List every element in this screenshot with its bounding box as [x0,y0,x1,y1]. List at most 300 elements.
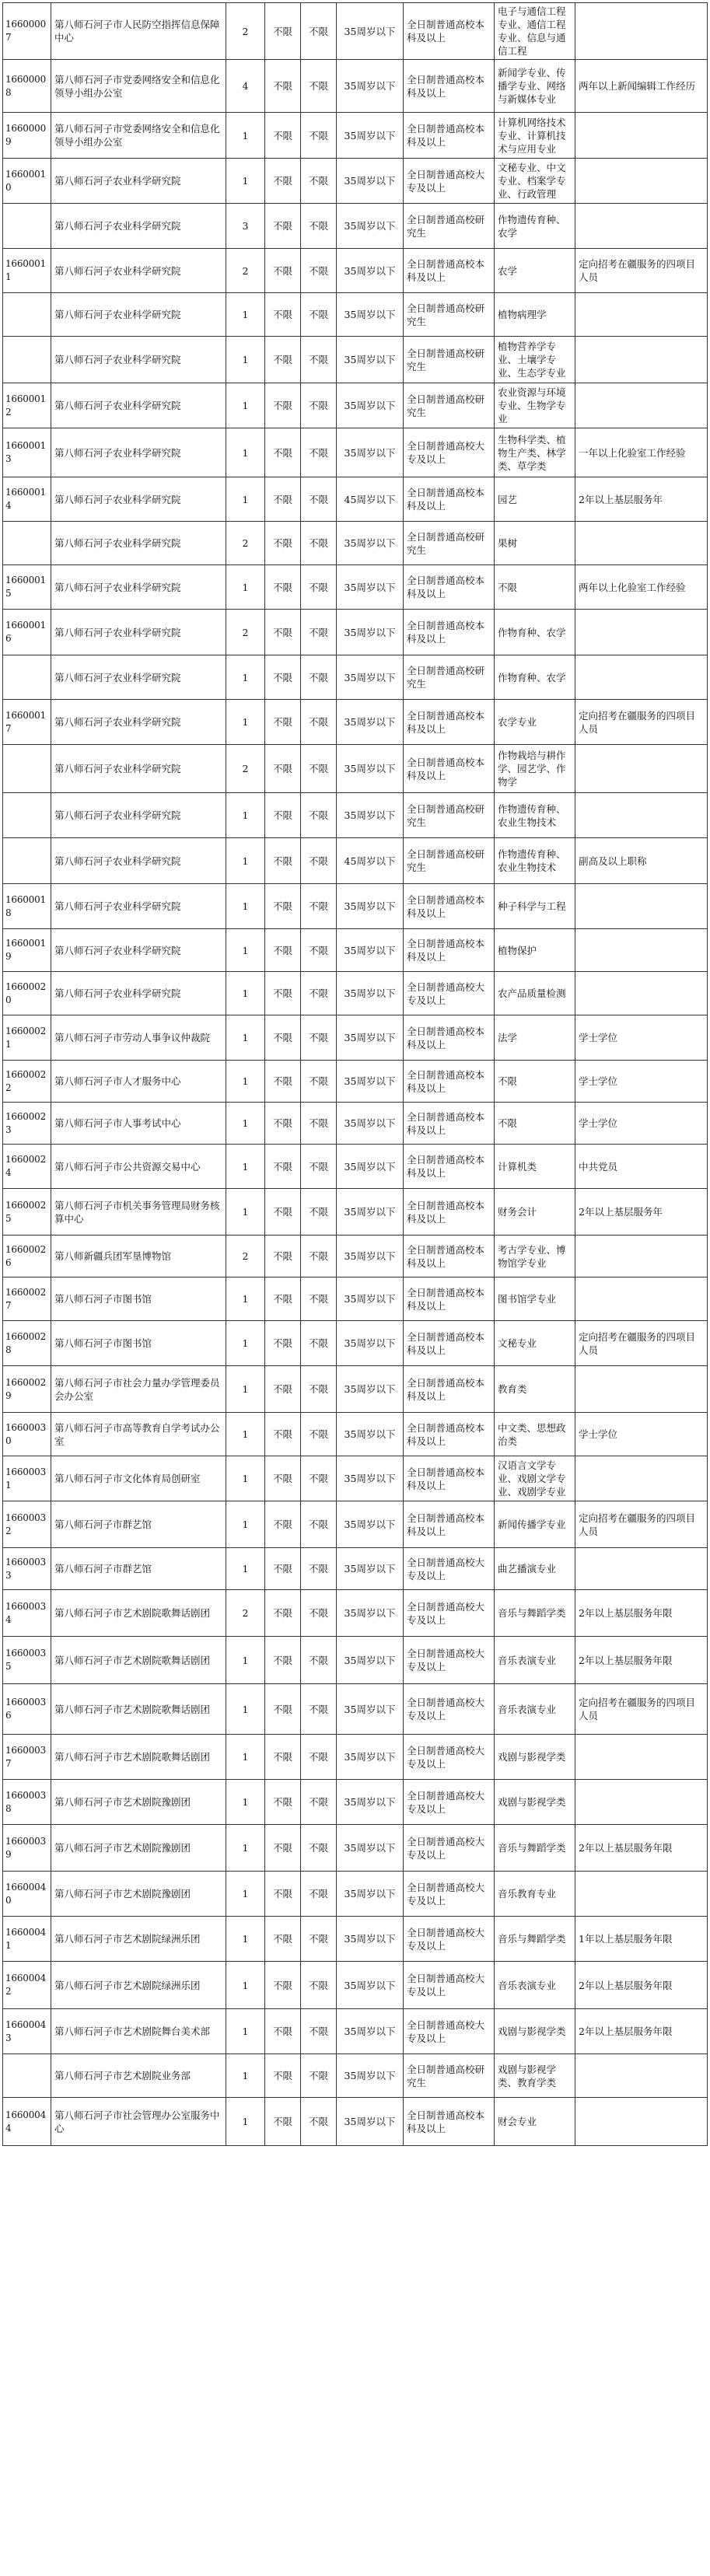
position-code-cell: 16600007 [3,3,51,60]
age-requirement-cell: 35周岁以下 [337,929,404,972]
major-requirement-cell: 电子与通信工程专业、通信工程专业、信息与通信工程 [495,3,575,60]
age-requirement-cell: 45周岁以下 [337,838,404,884]
age-requirement-cell: 35周岁以下 [337,655,404,700]
major-requirement-cell: 音乐教育专业 [495,1872,575,1917]
age-requirement-cell: 35周岁以下 [337,2009,404,2054]
table-row [3,1061,708,1103]
condition-1-cell: 不限 [265,522,301,565]
hire-count-cell: 1 [226,2009,265,2054]
condition-1-cell: 不限 [265,337,301,383]
education-requirement-cell: 全日制普通高校本科及以上 [404,1321,495,1366]
other-requirement-cell [575,293,708,337]
other-requirement-cell [575,1780,708,1825]
condition-1-cell: 不限 [265,2054,301,2098]
education-requirement-cell: 全日制普通高校本科及以上 [404,884,495,929]
age-requirement-cell: 35周岁以下 [337,249,404,293]
other-requirement-cell: 一年以上化验室工作经验 [575,428,708,477]
hire-count-cell: 1 [226,1735,265,1780]
hire-count-cell: 1 [226,428,265,477]
other-requirement-cell [575,522,708,565]
age-requirement-cell: 35周岁以下 [337,972,404,1015]
hire-count-cell: 3 [226,204,265,249]
age-requirement-cell: 35周岁以下 [337,1684,404,1735]
position-code-cell: 16600017 [3,700,51,745]
hire-count-cell: 1 [226,1413,265,1456]
other-requirement-cell [575,1735,708,1780]
condition-2-cell: 不限 [301,1366,337,1413]
table-row [3,477,708,522]
hire-count-cell: 1 [226,1145,265,1189]
table-row [3,610,708,655]
condition-1-cell: 不限 [265,745,301,793]
condition-1-cell: 不限 [265,1015,301,1061]
position-code-cell: 16600029 [3,1366,51,1413]
department-cell: 第八师石河子市群艺馆 [51,1548,226,1590]
position-code-cell: 16600009 [3,113,51,159]
hire-count-cell: 1 [226,2098,265,2146]
other-requirement-cell: 2年以上基层服务年限 [575,2009,708,2054]
department-cell: 第八师石河子农业科学研究院 [51,522,226,565]
condition-2-cell: 不限 [301,159,337,204]
table-row [3,1548,708,1590]
hire-count-cell: 2 [226,1590,265,1637]
department-cell: 第八师石河子农业科学研究院 [51,477,226,522]
condition-1-cell: 不限 [265,1189,301,1236]
condition-1-cell: 不限 [265,204,301,249]
age-requirement-cell: 35周岁以下 [337,337,404,383]
age-requirement-cell: 35周岁以下 [337,884,404,929]
position-code-cell: 16600008 [3,60,51,113]
position-code-cell: 16600013 [3,428,51,477]
condition-2-cell: 不限 [301,1872,337,1917]
other-requirement-cell: 学士学位 [575,1015,708,1061]
hire-count-cell: 1 [226,337,265,383]
table-row [3,159,708,204]
condition-1-cell: 不限 [265,1366,301,1413]
education-requirement-cell: 全日制普通高校大专及以上 [404,1917,495,1962]
department-cell: 第八师石河子农业科学研究院 [51,929,226,972]
condition-2-cell: 不限 [301,204,337,249]
other-requirement-cell: 学士学位 [575,1103,708,1145]
other-requirement-cell: 学士学位 [575,1061,708,1103]
other-requirement-cell [575,383,708,428]
condition-2-cell: 不限 [301,60,337,113]
hire-count-cell: 1 [226,1825,265,1872]
table-row [3,838,708,884]
major-requirement-cell: 作物栽培与耕作学、园艺学、作物学 [495,745,575,793]
other-requirement-cell: 2年以上基层服务年限 [575,1825,708,1872]
department-cell: 第八师石河子农业科学研究院 [51,610,226,655]
condition-2-cell: 不限 [301,1735,337,1780]
position-code-cell [3,522,51,565]
condition-2-cell: 不限 [301,293,337,337]
other-requirement-cell [575,1236,708,1278]
table-row [3,1780,708,1825]
department-cell: 第八师石河子市社会管理办公室服务中心 [51,2098,226,2146]
education-requirement-cell: 全日制普通高校研究生 [404,2054,495,2098]
other-requirement-cell [575,337,708,383]
department-cell: 第八师石河子市图书馆 [51,1278,226,1321]
other-requirement-cell [575,2098,708,2146]
condition-1-cell: 不限 [265,1501,301,1548]
table-row [3,1145,708,1189]
position-code-cell [3,204,51,249]
age-requirement-cell: 35周岁以下 [337,793,404,838]
major-requirement-cell: 新闻学专业、传播学专业、网络与新媒体专业 [495,60,575,113]
position-code-cell: 16600032 [3,1501,51,1548]
major-requirement-cell: 作物遗传育种、农业生物技术 [495,793,575,838]
age-requirement-cell: 35周岁以下 [337,1278,404,1321]
condition-2-cell: 不限 [301,1590,337,1637]
position-code-cell: 16600015 [3,565,51,610]
condition-1-cell: 不限 [265,1780,301,1825]
condition-1-cell: 不限 [265,565,301,610]
position-code-cell: 16600024 [3,1145,51,1189]
other-requirement-cell [575,1548,708,1590]
condition-2-cell: 不限 [301,972,337,1015]
age-requirement-cell: 35周岁以下 [337,1917,404,1962]
major-requirement-cell: 法学 [495,1015,575,1061]
hire-count-cell: 1 [226,655,265,700]
major-requirement-cell: 农学 [495,249,575,293]
recruitment-table [2,2,708,2146]
position-code-cell: 16600023 [3,1103,51,1145]
position-code-cell: 16600012 [3,383,51,428]
condition-1-cell: 不限 [265,428,301,477]
major-requirement-cell: 农产品质量检测 [495,972,575,1015]
condition-2-cell: 不限 [301,793,337,838]
position-code-cell [3,2054,51,2098]
condition-2-cell: 不限 [301,1413,337,1456]
condition-2-cell: 不限 [301,610,337,655]
other-requirement-cell: 1年以上基层服务年限 [575,1917,708,1962]
table-row [3,929,708,972]
condition-2-cell: 不限 [301,1145,337,1189]
other-requirement-cell: 副高及以上职称 [575,838,708,884]
major-requirement-cell: 不限 [495,1103,575,1145]
condition-1-cell: 不限 [265,700,301,745]
position-code-cell: 16600044 [3,2098,51,2146]
condition-1-cell: 不限 [265,838,301,884]
position-code-cell: 16600035 [3,1637,51,1684]
condition-2-cell: 不限 [301,700,337,745]
department-cell: 第八师石河子农业科学研究院 [51,428,226,477]
age-requirement-cell: 35周岁以下 [337,383,404,428]
department-cell: 第八师石河子农业科学研究院 [51,745,226,793]
other-requirement-cell [575,1366,708,1413]
table-body [3,3,708,2146]
age-requirement-cell: 35周岁以下 [337,1501,404,1548]
other-requirement-cell: 2年以上基层服务年限 [575,1590,708,1637]
condition-2-cell: 不限 [301,1548,337,1590]
table-row [3,793,708,838]
condition-1-cell: 不限 [265,1548,301,1590]
condition-1-cell: 不限 [265,1321,301,1366]
other-requirement-cell: 定向招考在疆服务的四项目人员 [575,249,708,293]
major-requirement-cell: 果树 [495,522,575,565]
hire-count-cell: 1 [226,565,265,610]
condition-1-cell: 不限 [265,1278,301,1321]
education-requirement-cell: 全日制普通高校本科及以上 [404,1456,495,1501]
condition-1-cell: 不限 [265,929,301,972]
position-code-cell: 16600033 [3,1548,51,1590]
hire-count-cell: 1 [226,1103,265,1145]
table-row [3,1456,708,1501]
major-requirement-cell: 植物保护 [495,929,575,972]
other-requirement-cell [575,3,708,60]
major-requirement-cell: 戏剧与影视学类 [495,2009,575,2054]
department-cell: 第八师石河子市艺术剧院歌舞话剧团 [51,1735,226,1780]
hire-count-cell: 2 [226,745,265,793]
other-requirement-cell: 2年以上基层服务年 [575,477,708,522]
major-requirement-cell: 计算机网络技术专业、计算机技术与应用专业 [495,113,575,159]
department-cell: 第八师新疆兵团军垦博物馆 [51,1236,226,1278]
table-row [3,113,708,159]
major-requirement-cell: 音乐与舞蹈学类 [495,1917,575,1962]
hire-count-cell: 1 [226,113,265,159]
hire-count-cell: 1 [226,1684,265,1735]
education-requirement-cell: 全日制普通高校本科及以上 [404,700,495,745]
department-cell: 第八师石河子农业科学研究院 [51,565,226,610]
age-requirement-cell: 35周岁以下 [337,1061,404,1103]
major-requirement-cell: 作物遗传育种、农学 [495,204,575,249]
position-code-cell: 16600040 [3,1872,51,1917]
position-code-cell [3,337,51,383]
table-row [3,1735,708,1780]
age-requirement-cell: 35周岁以下 [337,1366,404,1413]
other-requirement-cell: 两年以上化验室工作经验 [575,565,708,610]
age-requirement-cell: 35周岁以下 [337,1590,404,1637]
age-requirement-cell: 35周岁以下 [337,2098,404,2146]
hire-count-cell: 1 [226,383,265,428]
condition-1-cell: 不限 [265,293,301,337]
age-requirement-cell: 35周岁以下 [337,428,404,477]
condition-2-cell: 不限 [301,745,337,793]
department-cell: 第八师石河子农业科学研究院 [51,838,226,884]
major-requirement-cell: 不限 [495,565,575,610]
condition-1-cell: 不限 [265,793,301,838]
position-code-cell: 16600027 [3,1278,51,1321]
condition-2-cell: 不限 [301,655,337,700]
other-requirement-cell [575,884,708,929]
table-row [3,2054,708,2098]
age-requirement-cell: 35周岁以下 [337,159,404,204]
condition-2-cell: 不限 [301,2009,337,2054]
department-cell: 第八师石河子市艺术剧院歌舞话剧团 [51,1590,226,1637]
major-requirement-cell: 考古学专业、博物馆学专业 [495,1236,575,1278]
other-requirement-cell: 学士学位 [575,1413,708,1456]
education-requirement-cell: 全日制普通高校本科及以上 [404,60,495,113]
major-requirement-cell: 园艺 [495,477,575,522]
education-requirement-cell: 全日制普通高校本科及以上 [404,1015,495,1061]
department-cell: 第八师石河子农业科学研究院 [51,293,226,337]
table-row [3,1413,708,1456]
major-requirement-cell: 植物病理学 [495,293,575,337]
age-requirement-cell: 35周岁以下 [337,522,404,565]
department-cell: 第八师石河子农业科学研究院 [51,700,226,745]
table-row [3,700,708,745]
education-requirement-cell: 全日制普通高校大专及以上 [404,1590,495,1637]
table-row [3,1189,708,1236]
position-code-cell [3,745,51,793]
condition-1-cell: 不限 [265,1061,301,1103]
condition-2-cell: 不限 [301,838,337,884]
major-requirement-cell: 音乐与舞蹈学类 [495,1825,575,1872]
age-requirement-cell: 35周岁以下 [337,204,404,249]
department-cell: 第八师石河子市艺术剧院豫剧团 [51,1872,226,1917]
department-cell: 第八师石河子市艺术剧院歌舞话剧团 [51,1637,226,1684]
hire-count-cell: 1 [226,1278,265,1321]
other-requirement-cell [575,159,708,204]
condition-1-cell: 不限 [265,159,301,204]
hire-count-cell: 1 [226,159,265,204]
hire-count-cell: 1 [226,2054,265,2098]
education-requirement-cell: 全日制普通高校本科及以上 [404,113,495,159]
condition-2-cell: 不限 [301,1684,337,1735]
table-row [3,1015,708,1061]
other-requirement-cell: 2年以上基层服务年限 [575,1962,708,2009]
position-code-cell: 16600010 [3,159,51,204]
position-code-cell: 16600036 [3,1684,51,1735]
condition-2-cell: 不限 [301,1278,337,1321]
other-requirement-cell [575,655,708,700]
major-requirement-cell: 作物育种、农学 [495,610,575,655]
education-requirement-cell: 全日制普通高校本科及以上 [404,610,495,655]
table-row [3,655,708,700]
table-row [3,1278,708,1321]
condition-1-cell: 不限 [265,1145,301,1189]
hire-count-cell: 1 [226,884,265,929]
education-requirement-cell: 全日制普通高校大专及以上 [404,1872,495,1917]
hire-count-cell: 2 [226,1236,265,1278]
age-requirement-cell: 35周岁以下 [337,1189,404,1236]
major-requirement-cell: 戏剧与影视学类 [495,1780,575,1825]
condition-2-cell: 不限 [301,1825,337,1872]
department-cell: 第八师石河子市艺术剧院歌舞话剧团 [51,1684,226,1735]
hire-count-cell: 2 [226,3,265,60]
table-row [3,3,708,60]
education-requirement-cell: 全日制普通高校本科及以上 [404,1413,495,1456]
hire-count-cell: 2 [226,249,265,293]
department-cell: 第八师石河子市机关事务管理局财务核算中心 [51,1189,226,1236]
table-row [3,204,708,249]
hire-count-cell: 1 [226,838,265,884]
condition-2-cell: 不限 [301,2054,337,2098]
age-requirement-cell: 35周岁以下 [337,1825,404,1872]
other-requirement-cell: 2年以上基层服务年 [575,1189,708,1236]
condition-1-cell: 不限 [265,1962,301,2009]
age-requirement-cell: 35周岁以下 [337,610,404,655]
education-requirement-cell: 全日制普通高校本科及以上 [404,1278,495,1321]
table-row [3,1590,708,1637]
other-requirement-cell [575,113,708,159]
major-requirement-cell: 音乐与舞蹈学类 [495,1590,575,1637]
major-requirement-cell: 作物育种、农学 [495,655,575,700]
age-requirement-cell: 35周岁以下 [337,1103,404,1145]
condition-2-cell: 不限 [301,3,337,60]
major-requirement-cell: 戏剧与影视学类、教育学类 [495,2054,575,2098]
education-requirement-cell: 全日制普通高校大专及以上 [404,1825,495,1872]
major-requirement-cell: 曲艺播演专业 [495,1548,575,1590]
hire-count-cell: 1 [226,477,265,522]
position-code-cell: 16600038 [3,1780,51,1825]
education-requirement-cell: 全日制普通高校研究生 [404,793,495,838]
position-code-cell: 16600020 [3,972,51,1015]
hire-count-cell: 1 [226,972,265,1015]
condition-2-cell: 不限 [301,1015,337,1061]
age-requirement-cell: 35周岁以下 [337,700,404,745]
major-requirement-cell: 中文类、思想政治类 [495,1413,575,1456]
position-code-cell: 16600016 [3,610,51,655]
age-requirement-cell: 35周岁以下 [337,2054,404,2098]
position-code-cell: 16600031 [3,1456,51,1501]
other-requirement-cell [575,745,708,793]
other-requirement-cell: 2年以上基层服务年限 [575,1637,708,1684]
age-requirement-cell: 35周岁以下 [337,1548,404,1590]
hire-count-cell: 2 [226,610,265,655]
education-requirement-cell: 全日制普通高校研究生 [404,204,495,249]
position-code-cell: 16600018 [3,884,51,929]
condition-2-cell: 不限 [301,337,337,383]
major-requirement-cell: 文秘专业 [495,1321,575,1366]
age-requirement-cell: 35周岁以下 [337,1872,404,1917]
education-requirement-cell: 全日制普通高校本科及以上 [404,1145,495,1189]
department-cell: 第八师石河子市群艺馆 [51,1501,226,1548]
condition-1-cell: 不限 [265,1103,301,1145]
department-cell: 第八师石河子市艺术剧院豫剧团 [51,1825,226,1872]
education-requirement-cell: 全日制普通高校本科及以上 [404,929,495,972]
other-requirement-cell [575,2054,708,2098]
hire-count-cell: 1 [226,1872,265,1917]
age-requirement-cell: 35周岁以下 [337,1456,404,1501]
education-requirement-cell: 全日制普通高校大专及以上 [404,2009,495,2054]
department-cell: 第八师石河子市艺术剧院业务部 [51,2054,226,2098]
department-cell: 第八师石河子市高等教育自学考试办公室 [51,1413,226,1456]
condition-1-cell: 不限 [265,60,301,113]
education-requirement-cell: 全日制普通高校大专及以上 [404,1962,495,2009]
department-cell: 第八师石河子市艺术剧院绿洲乐团 [51,1962,226,2009]
condition-2-cell: 不限 [301,477,337,522]
education-requirement-cell: 全日制普通高校研究生 [404,293,495,337]
major-requirement-cell: 植物营养学专业、土壤学专业、生态学专业 [495,337,575,383]
hire-count-cell: 1 [226,1061,265,1103]
position-code-cell: 16600022 [3,1061,51,1103]
age-requirement-cell: 35周岁以下 [337,60,404,113]
condition-2-cell: 不限 [301,1103,337,1145]
education-requirement-cell: 全日制普通高校研究生 [404,383,495,428]
department-cell: 第八师石河子农业科学研究院 [51,793,226,838]
position-code-cell: 16600025 [3,1189,51,1236]
department-cell: 第八师石河子市劳动人事争议仲裁院 [51,1015,226,1061]
position-code-cell: 16600039 [3,1825,51,1872]
major-requirement-cell: 农业资源与环境专业、生物学专业 [495,383,575,428]
other-requirement-cell [575,204,708,249]
education-requirement-cell: 全日制普通高校本科及以上 [404,2098,495,2146]
hire-count-cell: 1 [226,1780,265,1825]
other-requirement-cell [575,929,708,972]
table-row [3,383,708,428]
condition-2-cell: 不限 [301,1917,337,1962]
other-requirement-cell [575,1456,708,1501]
table-row [3,1684,708,1735]
education-requirement-cell: 全日制普通高校大专及以上 [404,1637,495,1684]
position-code-cell [3,293,51,337]
age-requirement-cell: 35周岁以下 [337,1145,404,1189]
hire-count-cell: 2 [226,522,265,565]
condition-1-cell: 不限 [265,1684,301,1735]
department-cell: 第八师石河子农业科学研究院 [51,972,226,1015]
other-requirement-cell: 定向招考在疆服务的四项目人员 [575,1684,708,1735]
